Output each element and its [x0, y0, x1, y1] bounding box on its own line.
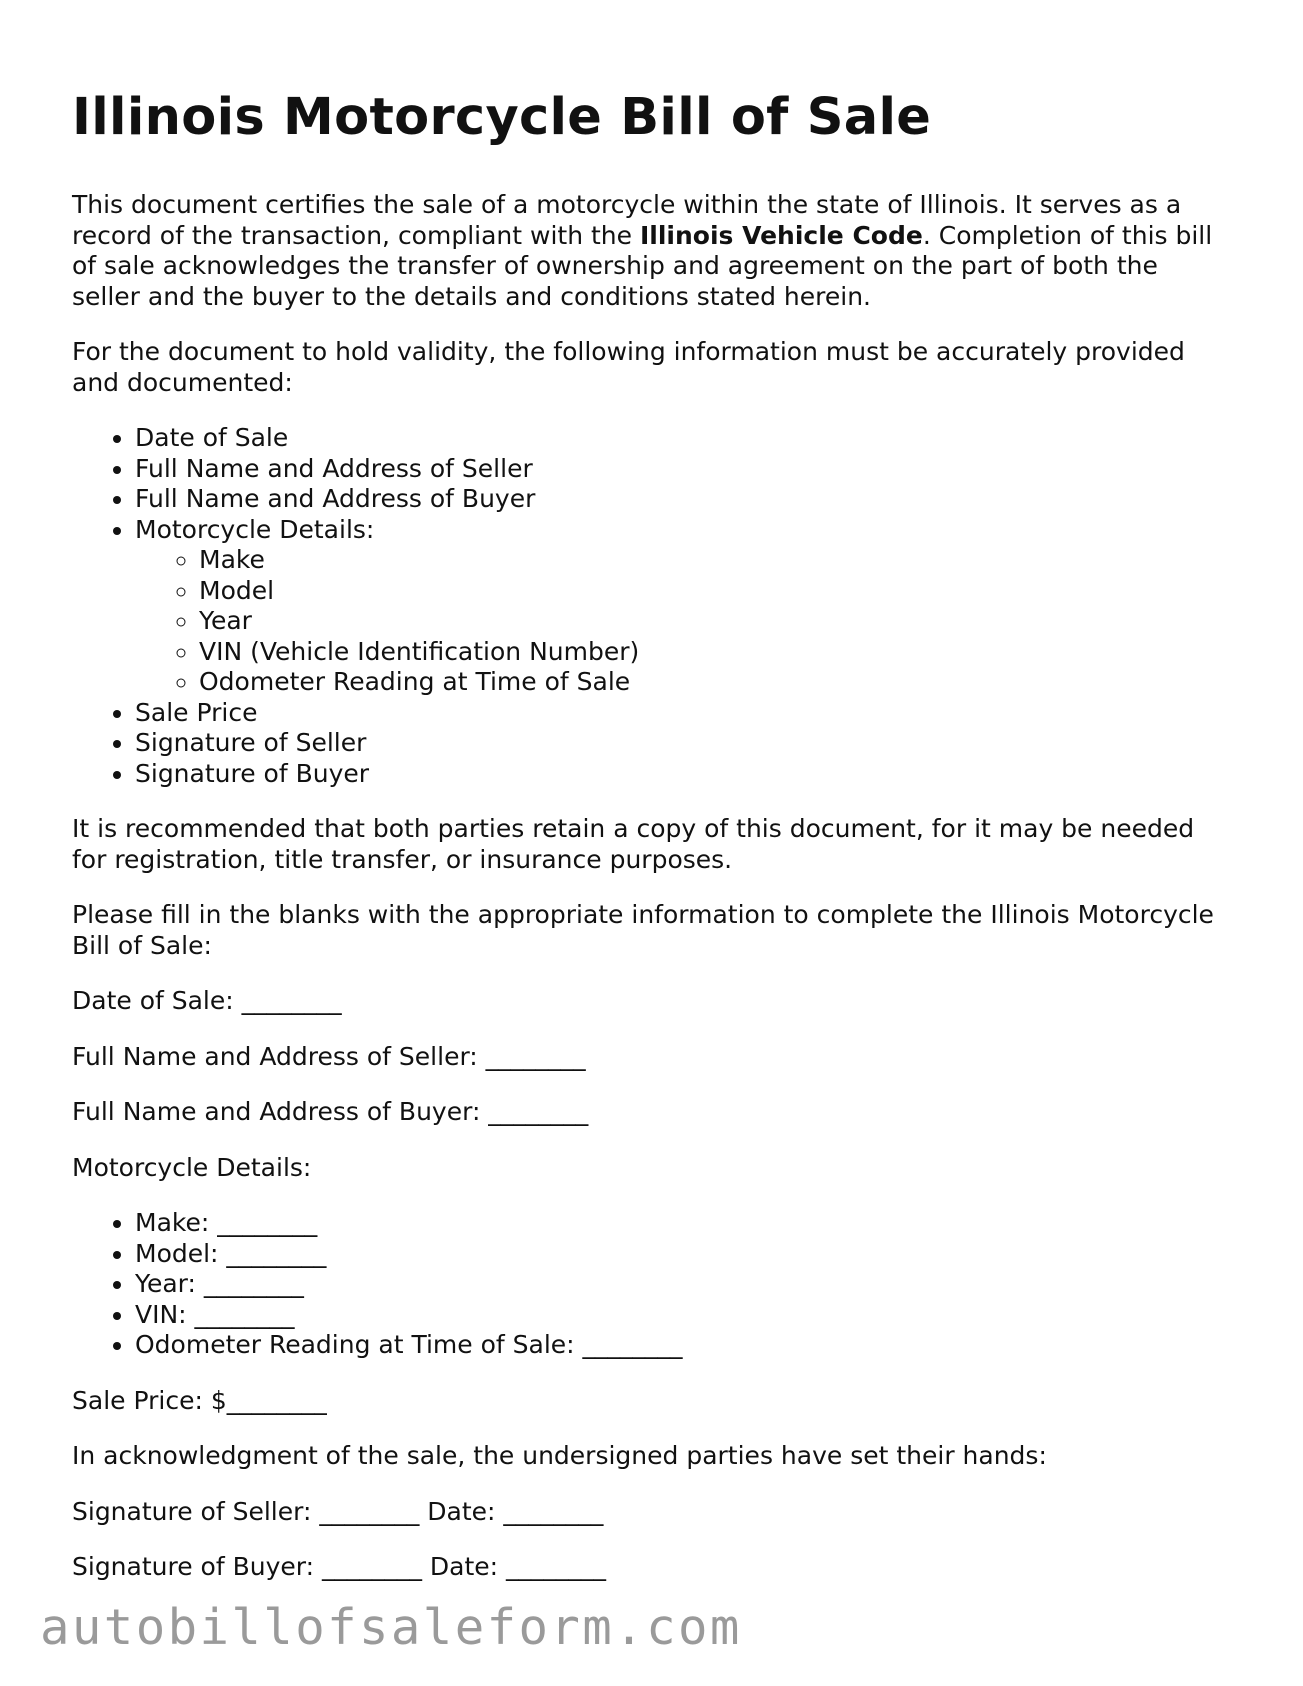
model-field: • Model: ________: [135, 1239, 1232, 1270]
buyer-field: Full Name and Address of Buyer: ________: [72, 1097, 589, 1126]
list-item: • Full Name and Address of Seller: [135, 454, 1232, 485]
motorcycle-details-heading: Motorcycle Details:: [72, 1152, 312, 1182]
list-item: • Date of Sale: [135, 423, 1232, 454]
sublist-item: ◦ Model: [199, 576, 1232, 607]
recommend-paragraph: It is recommended that both parties retain a copy of this document, for it may be needed for registration, title transfer, or insurance purposes.: [72, 814, 1195, 874]
sublist-item: ◦ Make: [199, 545, 1232, 576]
sale-price-field: Sale Price: $________: [72, 1385, 327, 1415]
odometer-field: • Odometer Reading at Time of Sale: ________: [135, 1330, 1232, 1361]
list-item-label: Motorcycle Details:: [135, 514, 375, 544]
make-field: • Make: ________: [135, 1208, 1232, 1239]
intro-paragraph: [72, 190, 1232, 312]
list-item: • Signature of Seller: [135, 728, 1232, 759]
vin-field: • VIN: ________: [135, 1300, 1232, 1331]
date-of-sale-field: Date of Sale: ________: [72, 986, 342, 1015]
fill-instructions: Please fill in the blanks with the appropriate information to complete the Illinois Motorcycle Bill of Sale:: [72, 900, 1214, 960]
site-watermark: autobillofsaleform.com: [40, 1599, 742, 1656]
seller-signature-line: Signature of Seller: ________ Date: ________: [72, 1496, 604, 1526]
intro-bold-code: Illinois Vehicle Code: [639, 220, 923, 250]
document-page: [72, 86, 1232, 1608]
buyer-signature-line: Signature of Buyer: ________ Date: ________: [72, 1552, 607, 1581]
sublist-item: ◦ Year: [199, 606, 1232, 637]
sublist-item: ◦ VIN (Vehicle Identification Number): [199, 637, 1232, 668]
page-title: Illinois Motorcycle Bill of Sale: [72, 88, 932, 147]
list-item: • Full Name and Address of Buyer: [135, 484, 1232, 515]
sublist-item: ◦ Odometer Reading at Time of Sale: [199, 667, 1232, 698]
required-info-list: [72, 423, 1232, 789]
acknowledgment-text: In acknowledgment of the sale, the undersigned parties have set their hands:: [72, 1441, 1047, 1470]
list-item: • Sale Price: [135, 698, 1232, 729]
year-field: • Year: ________: [135, 1269, 1232, 1300]
motorcycle-details-fields: [72, 1208, 1232, 1361]
list-item-motorcycle-details: [135, 515, 1232, 698]
seller-field: Full Name and Address of Seller: ________: [72, 1041, 586, 1071]
intro-text-2: . Completion of this bill of sale acknowledges the transfer of ownership and agreement on the part of both the seller and the buyer to the details and conditions stated herein.: [72, 220, 1213, 311]
list-item: • Signature of Buyer: [135, 759, 1232, 790]
details-sublist: [135, 545, 1232, 698]
validity-paragraph: For the document to hold validity, the following information must be accurately provided and documented:: [72, 337, 1185, 397]
intro-text-1: This document certifies the sale of a motorcycle within the state of Illinois. It serves as a record of the transaction, compliant with the: [72, 190, 1182, 250]
